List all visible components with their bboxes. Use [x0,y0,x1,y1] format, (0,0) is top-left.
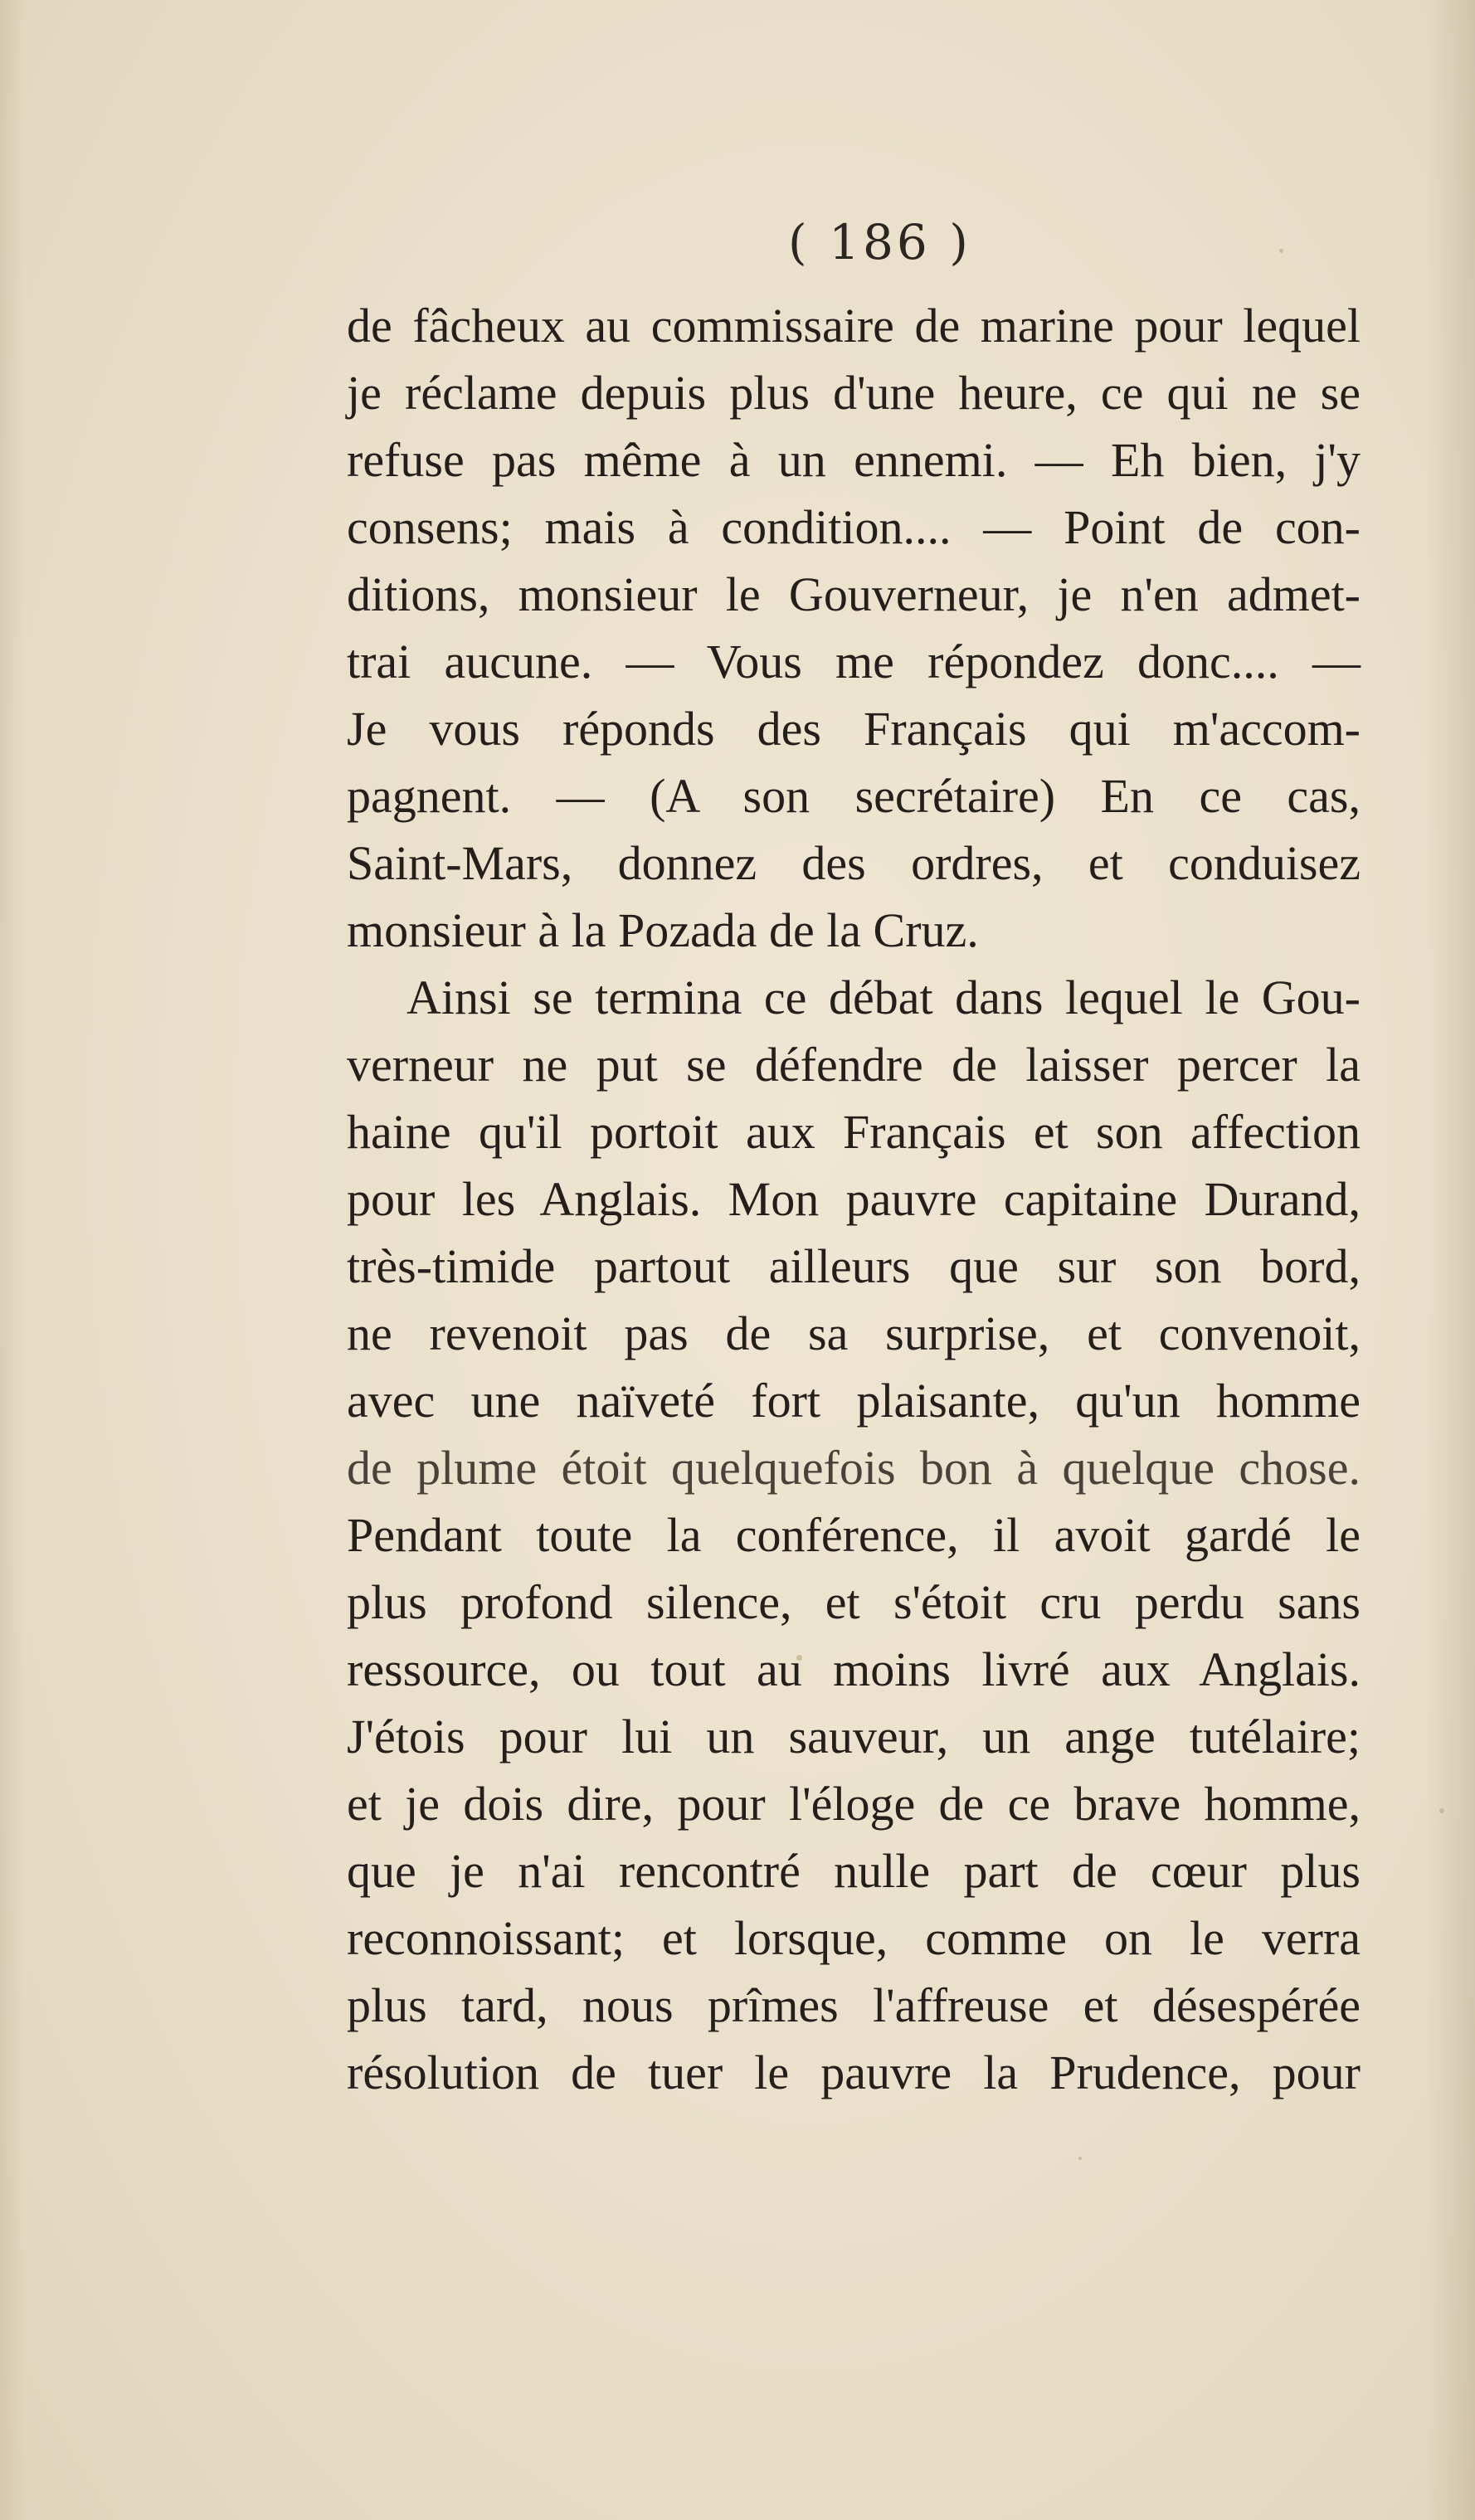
text-line: haine qu'il portoit aux Français et son affection [347,1105,1361,1159]
paper-speck [1439,1808,1444,1813]
text-line: je réclame depuis plus d'une heure, ce qui ne se [347,366,1361,420]
paper-speck [1279,249,1283,253]
text-line: consens; mais à condition.... — Point de con- [347,500,1361,554]
text-line: très-timide partout ailleurs que sur son bord, [347,1239,1361,1293]
text-line: que je n'ai rencontré nulle part de cœur plus [347,1844,1361,1898]
text-line: monsieur à la Pozada de la Cruz. [347,903,979,957]
text-line: verneur ne put se défendre de laisser percer la [347,1038,1361,1092]
text-line: plus profond silence, et s'étoit cru perdu sans [347,1575,1361,1629]
paper-speck [1078,2157,1082,2160]
text-line: ressource, ou tout au moins livré aux Anglais. [347,1642,1361,1696]
text-line: J'étois pour lui un sauveur, un ange tutélaire; [347,1710,1361,1764]
body-text [347,292,1361,2106]
text-line: plus tard, nous prîmes l'affreuse et désespérée [347,1978,1361,2032]
binding-shadow [0,0,25,2520]
text-line: et je dois dire, pour l'éloge de ce brave homme, [347,1777,1361,1831]
text-line: avec une naïveté fort plaisante, qu'un homme [347,1374,1361,1428]
page-number: ( 186 ) [788,214,971,270]
text-line: Pendant toute la conférence, il avoit gardé le [347,1508,1361,1562]
text-line: Je vous réponds des Français qui m'accom- [347,702,1361,756]
text-line: de plume étoit quelquefois bon à quelque chose. [347,1441,1361,1495]
text-line: résolution de tuer le pauvre la Prudence, pour [347,2046,1361,2099]
text-line: refuse pas même à un ennemi. — Eh bien, j'y [347,433,1361,487]
text-line: reconnoissant; et lorsque, comme on le verra [347,1911,1361,1965]
text-line: ne revenoit pas de sa surprise, et convenoit, [347,1306,1361,1360]
text-line: de fâcheux au commissaire de marine pour lequel [347,299,1361,353]
text-line: Saint-Mars, donnez des ordres, et conduisez [347,836,1361,890]
text-line: trai aucune. — Vous me répondez donc.... — [347,635,1361,688]
text-line: ditions, monsieur le Gouverneur, je n'en admet- [347,567,1361,621]
text-line: Ainsi se termina ce débat dans lequel le Gou- [406,971,1361,1024]
text-line: pour les Anglais. Mon pauvre capitaine Durand, [347,1172,1361,1226]
page-edge-shadow [1425,0,1475,2520]
text-line: pagnent. — (A son secrétaire) En ce cas, [347,769,1361,823]
